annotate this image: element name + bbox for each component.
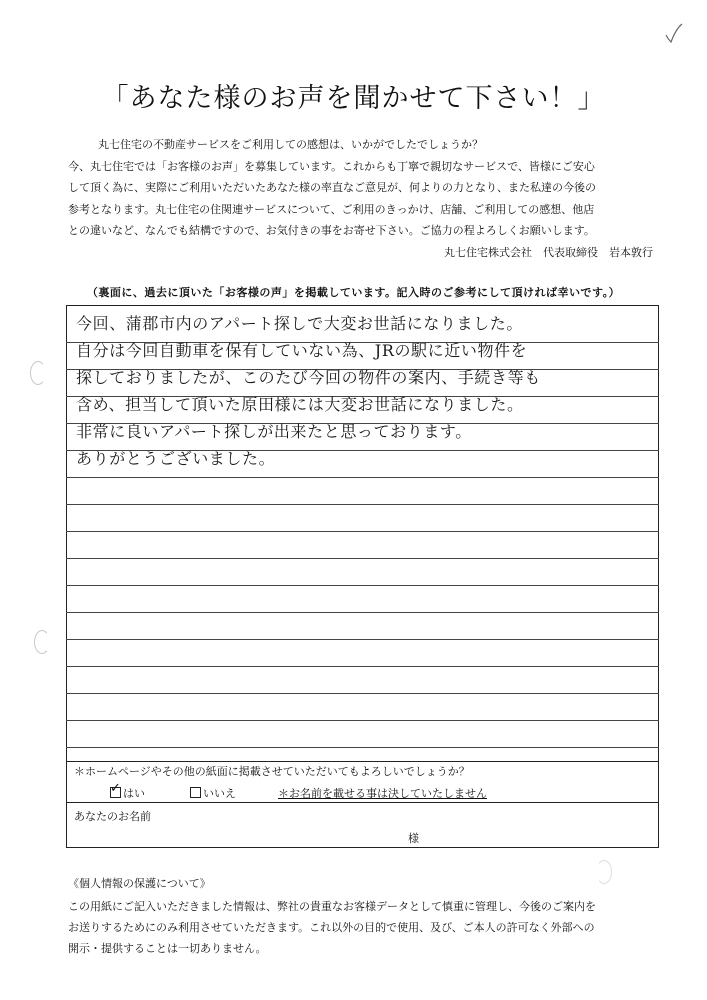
ruled-line <box>66 693 659 694</box>
name-field-label: あなたのお名前 <box>74 810 151 823</box>
consent-yes-option[interactable] <box>110 781 145 801</box>
punch-hole-mark <box>30 361 46 385</box>
privacy-title: 《個人情報の保護について》 <box>68 877 211 890</box>
handwritten-comment <box>76 310 656 472</box>
ruled-line <box>66 639 659 640</box>
consent-question: ＊ホームページやその他の紙面に掲載させていただいてもよろしいでしょうか？ <box>74 765 470 778</box>
handwritten-line: 含め、担当して頂いた原田様には大変お世話になりました。 <box>76 395 524 414</box>
ruled-line <box>66 504 659 505</box>
intro-line: して頂く為に、実際にご利用いただいたあなた様の率直なご意見が、何よりの力となり、また私達の今後の <box>68 181 596 195</box>
punch-hole-mark <box>34 630 50 654</box>
ruled-line <box>66 558 659 559</box>
privacy-line: 開示・提供することは一切ありません。 <box>68 942 267 955</box>
company-signature: 丸七住宅株式会社 代表取締役 岩本敦行 <box>444 246 653 259</box>
handwritten-line: 非常に良いアパート探しが出来たと思っております。 <box>76 422 472 441</box>
handwritten-line: 自分は今回自動車を保有していない為、JRの駅に近い物件を <box>76 341 528 360</box>
form-note-text: （裏面に、過去に頂いた「お客様の声」を掲載しています。記入時のご参考にして頂ければ幸いです。） <box>83 286 624 299</box>
page-title: 「あなた様のお声を聞かせて下さい！」 <box>101 83 606 114</box>
ruled-line <box>66 666 659 667</box>
privacy-line: この用紙にご記入いただきました情報は、弊社の貴重なお客様データとして慎重に管理し、今後のご案内を <box>68 900 596 913</box>
intro-line: との違いなど、なんでも結構ですので、お気付きの事をお寄せ下さい。ご協力の程よろしくお願いします。 <box>68 224 595 238</box>
consent-yes-label: はい <box>123 787 145 800</box>
checkmark-icon: ✓ <box>110 781 121 796</box>
privacy-text <box>68 896 668 959</box>
intro-line: 今、丸七住宅では「お客様のお声」を募集しています。これからも丁寧で親切なサービスで、皆様にご安心 <box>68 159 595 173</box>
name-privacy-note: ＊お名前を載せる事は決していたしません <box>278 787 487 800</box>
intro-text <box>68 134 668 242</box>
ruled-line <box>66 531 659 532</box>
handwritten-line: 今回、蒲郡市内のアパート探しで大変お世話になりました。 <box>76 314 523 333</box>
ruled-line <box>66 612 659 613</box>
ruled-line <box>66 720 659 721</box>
section-divider <box>66 761 659 762</box>
ruled-line <box>66 585 659 586</box>
name-honorific: 様 <box>408 832 419 845</box>
intro-line: 丸七住宅の不動産サービスをご利用しての感想は、いかがでしたでしょうか？ <box>98 138 483 151</box>
intro-line: 参考となります。丸七住宅の住関連サービスについて、ご利用のきっかけ、店舗、ご利用しての感想、他店 <box>68 202 595 216</box>
section-divider <box>66 802 659 803</box>
handwritten-line: ありがとうございました。 <box>76 449 276 468</box>
form-note-header <box>0 284 707 300</box>
check-mark-icon <box>662 22 684 44</box>
ruled-line <box>66 747 659 748</box>
consent-no-checkbox[interactable] <box>190 787 201 798</box>
consent-no-label: いいえ <box>203 787 236 800</box>
consent-no-option[interactable] <box>190 785 236 801</box>
punch-hole-mark <box>596 860 612 884</box>
handwritten-line: 探しておりましたが、このたび今回の物件の案内、手続き等も <box>76 368 541 387</box>
ruled-line <box>66 477 659 478</box>
privacy-line: お送りするためにのみ利用させていただきます。これ以外の目的で使用、及び、ご本人の許可なく外部への <box>68 921 595 934</box>
consent-yes-checkbox[interactable] <box>110 781 121 798</box>
